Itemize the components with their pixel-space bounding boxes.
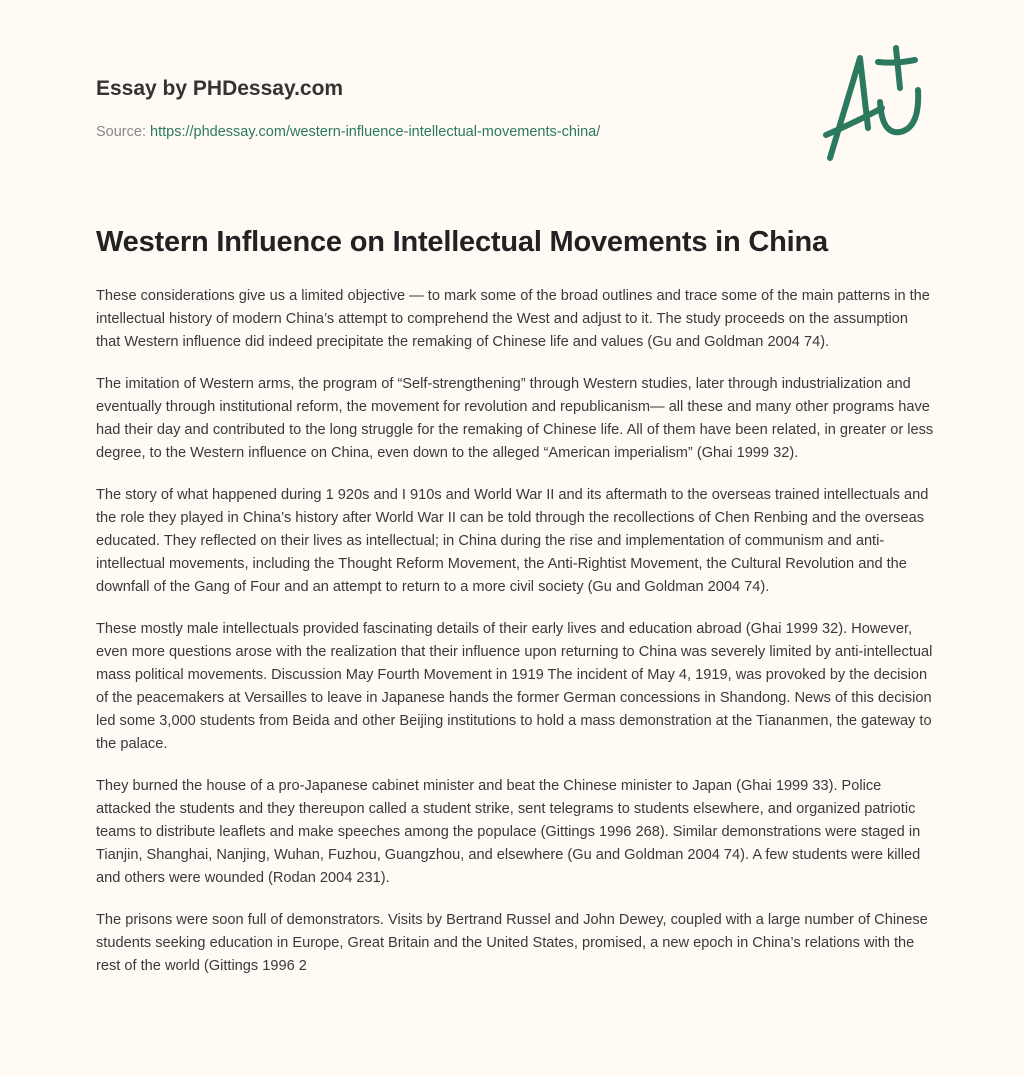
paragraph: They burned the house of a pro-Japanese cabinet minister and beat the Chinese minister to Japan (Ghai 1999 33). Police attacked the students and they thereupon called a student strike, sent telegrams to students elsewhere, and organized patriotic teams to distribute leaflets and make speeches among the populace (Gittings 1996 268). Similar demonstrations were staged in Tianjin, Shanghai, Nanjing, Wuhan, Fuzhou, Guangzhou, and elsewhere (Gu and Goldman 2004 74). A few students were killed and others were wounded (Rodan 2004 231). [96, 778, 921, 886]
a-plus-logo-icon [820, 40, 930, 165]
article-title: Western Influence on Intellectual Movements in China [96, 226, 828, 258]
source-label: Source: [96, 124, 146, 140]
paragraph: These considerations give us a limited objective — to mark some of the broad outlines and trace some of the main patterns in the intellectual history of modern China’s attempt to comprehend the West and adjust to it. The study proceeds on the assumption that Western influence did indeed precipitate the remaking of Chinese life and values (Gu and Goldman 2004 74). [96, 288, 930, 350]
paragraph: The prisons were soon full of demonstrators. Visits by Bertrand Russel and John Dewey, coupled with a large number of Chinese students seeking education in Europe, Great Britain and the United States, promised, a new epoch in China’s relations with the rest of the world (Gittings 1996 2 [96, 912, 928, 974]
source-link[interactable]: https://phdessay.com/western-influence-intellectual-movements-china/ [150, 124, 601, 140]
article-body [96, 285, 936, 997]
paragraph: These mostly male intellectuals provided fascinating details of their early lives and education abroad (Ghai 1999 32). However, even more questions arose with the realization that their influence upon returning to China was severely limited by anti-intellectual mass political movements. Discussion May Fourth Movement in 1919 The incident of May 4, 1919, was provoked by the decision of the peacemakers at Versailles to leave in Japanese hands the former German concessions in Shandong. News of this decision led some 3,000 students from Beida and other Beijing institutions to hold a mass demonstration at the Tiananmen, the gateway to the palace. [96, 621, 933, 752]
paragraph: The story of what happened during 1 920s and I 910s and World War II and its aftermath to the overseas trained intellectuals and the role they played in China’s history after World War II can be told through the recollections of Chen Renbing and the overseas educated. They reflected on their lives as intellectual; in China during the rise and implementation of communism and anti-intellectual movements, including the Thought Reform Movement, the Anti-Rightist Movement, the Cultural Revolution and the downfall of the Gang of Four and an attempt to return to a more civil society (Gu and Goldman 2004 74). [96, 487, 929, 595]
site-brand: Essay by PHDessay.com [96, 77, 344, 100]
source-line [96, 124, 600, 140]
paragraph: The imitation of Western arms, the program of “Self-strengthening” through Western studies, later through industrialization and eventually through institutional reform, the movement for revolution and republicanism— all these and many other programs have had their day and contributed to the long struggle for the remaking of Chinese life. All of them have been related, in greater or less degree, to the Western influence on China, even down to the alleged “American imperialism” (Ghai 1999 32). [96, 376, 934, 461]
